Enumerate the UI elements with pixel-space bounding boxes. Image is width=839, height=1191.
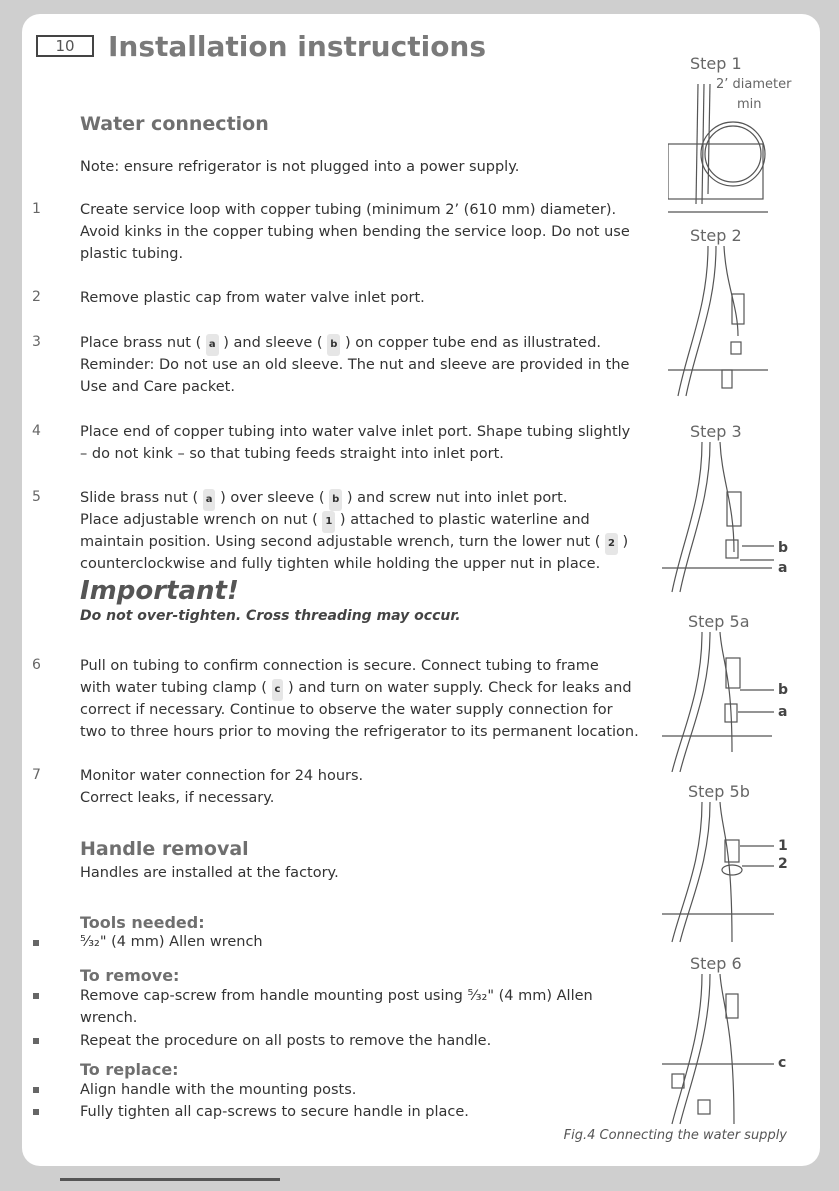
step-1-illustration: [668, 84, 778, 214]
tools-heading: Tools needed:: [80, 913, 205, 932]
bottom-rule: [60, 1178, 280, 1181]
replace-heading: To replace:: [80, 1060, 179, 1079]
step-number: 6: [32, 657, 41, 673]
step-6-label: Step 6: [690, 954, 742, 973]
step-number: 1: [32, 201, 41, 217]
label-a: a: [778, 704, 788, 720]
step-5-line-1: Slide brass nut ( a ) over sleeve ( b ) and screw nut into inlet port.: [80, 487, 640, 511]
step-5-line-3: maintain position. Using second adjustable wrench, turn the lower nut ( 2 ): [80, 531, 640, 555]
label-1: 1: [778, 838, 788, 854]
callout-a: a: [206, 334, 219, 356]
step-5a-label: Step 5a: [688, 612, 750, 631]
remove-item-1-line-2: wrench.: [80, 1010, 138, 1026]
step-number: 4: [32, 423, 41, 439]
page-number: 10: [36, 35, 94, 57]
figure-caption: Fig.4 Connecting the water supply: [563, 1128, 787, 1143]
step-6-line-1: Pull on tubing to confirm connection is secure. Connect tubing to frame: [80, 658, 599, 674]
label-b: b: [778, 540, 789, 556]
callout-b: b: [327, 334, 340, 356]
step-6-line-3: correct if necessary. Continue to observe the water supply connection for: [80, 702, 613, 718]
replace-item-2: Fully tighten all cap-screws to secure handle in place.: [80, 1104, 469, 1120]
important-heading: Important!: [80, 576, 239, 606]
step-4-line-2: – do not kink – so that tubing feeds straight into inlet port.: [80, 446, 504, 462]
step-6-line-4: two to three hours prior to moving the refrigerator to its permanent location.: [80, 724, 639, 740]
water-connection-heading: Water connection: [80, 113, 269, 135]
step-number: 2: [32, 289, 41, 305]
step-1-line-2: Avoid kinks in the copper tubing when bending the service loop. Do not use: [80, 224, 630, 240]
bullet: [33, 1087, 39, 1093]
step-5-line-2: Place adjustable wrench on nut ( 1 ) attached to plastic waterline and: [80, 509, 640, 533]
bullet: [33, 993, 39, 999]
step-1-note-min: min: [737, 97, 762, 112]
step-3-line-3: Use and Care packet.: [80, 379, 235, 395]
remove-heading: To remove:: [80, 966, 180, 985]
tools-item: ⁵⁄₃₂" (4 mm) Allen wrench: [80, 934, 263, 950]
important-note: Do not over-tighten. Cross threading may occur.: [80, 608, 461, 624]
label-b: b: [778, 682, 789, 698]
step-2-illustration: [668, 246, 778, 406]
step-3-line-2: Reminder: Do not use an old sleeve. The nut and sleeve are provided in the: [80, 357, 630, 373]
water-note: Note: ensure refrigerator is not plugged into a power supply.: [80, 159, 520, 175]
step-3-line-1: Place brass nut ( a ) and sleeve ( b ) on copper tube end as illustrated.: [80, 332, 640, 356]
remove-item-2: Repeat the procedure on all posts to remove the handle.: [80, 1033, 492, 1049]
step-6-illustration: [662, 974, 792, 1126]
page-title: Installation instructions: [108, 30, 487, 63]
step-3-label: Step 3: [690, 422, 742, 441]
step-number: 3: [32, 334, 41, 350]
remove-item-1-line-1: Remove cap-screw from handle mounting post using ⁵⁄₃₂" (4 mm) Allen: [80, 988, 593, 1004]
step-1-line-1: Create service loop with copper tubing (minimum 2’ (610 mm) diameter).: [80, 202, 617, 218]
handle-removal-heading: Handle removal: [80, 838, 249, 860]
step-1-label: Step 1: [690, 54, 742, 73]
bullet: [33, 1109, 39, 1115]
step-5-line-4: counterclockwise and fully tighten while holding the upper nut in place.: [80, 556, 601, 572]
step-4-line-1: Place end of copper tubing into water valve inlet port. Shape tubing slightly: [80, 424, 631, 440]
step-3-illustration: [662, 442, 792, 602]
handle-intro: Handles are installed at the factory.: [80, 865, 339, 881]
step-6-line-2: with water tubing clamp ( c ) and turn on water supply. Check for leaks and: [80, 677, 640, 701]
step-2-line-1: Remove plastic cap from water valve inlet port.: [80, 290, 425, 306]
label-2: 2: [778, 856, 788, 872]
bullet: [33, 1038, 39, 1044]
step-number: 5: [32, 489, 41, 505]
step-7-line-1: Monitor water connection for 24 hours.: [80, 768, 364, 784]
step-7-line-2: Correct leaks, if necessary.: [80, 790, 275, 806]
step-5b-label: Step 5b: [688, 782, 750, 801]
step-1-note: 2’ diameter: [716, 77, 792, 92]
step-5b-illustration: [662, 802, 792, 952]
step-2-label: Step 2: [690, 226, 742, 245]
step-number: 7: [32, 767, 41, 783]
label-a: a: [778, 560, 788, 576]
label-c: c: [778, 1055, 787, 1071]
step-1-line-3: plastic tubing.: [80, 246, 184, 262]
step-5a-illustration: [662, 632, 792, 772]
replace-item-1: Align handle with the mounting posts.: [80, 1082, 357, 1098]
bullet: [33, 940, 39, 946]
